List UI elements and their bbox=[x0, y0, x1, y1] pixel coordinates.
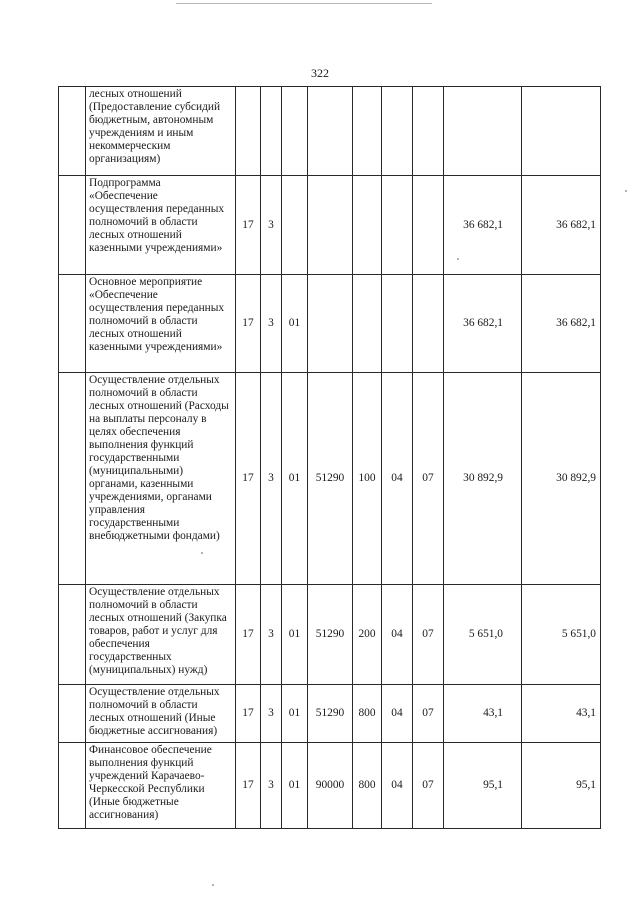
code-cell: 01 bbox=[282, 585, 308, 685]
row-number-cell bbox=[59, 685, 86, 743]
table-row bbox=[59, 176, 601, 275]
code-cell bbox=[282, 87, 308, 176]
code-cell: 3 bbox=[261, 685, 282, 743]
code-cell: 04 bbox=[382, 373, 413, 585]
code-cell: 17 bbox=[236, 685, 261, 743]
code-cell: 17 bbox=[236, 176, 261, 275]
amount-cell: 5 651,0 bbox=[444, 585, 522, 685]
code-cell: 07 bbox=[413, 685, 444, 743]
code-cell: 17 bbox=[236, 275, 261, 373]
amount-cell: 43,1 bbox=[522, 685, 601, 743]
code-cell: 51290 bbox=[308, 373, 353, 585]
amount-cell: 95,1 bbox=[444, 743, 522, 829]
code-cell: 04 bbox=[382, 743, 413, 829]
code-cell bbox=[413, 87, 444, 176]
code-cell bbox=[282, 176, 308, 275]
code-cell: 01 bbox=[282, 275, 308, 373]
code-cell: 07 bbox=[413, 585, 444, 685]
scan-speck bbox=[457, 258, 459, 260]
code-cell: 51290 bbox=[308, 685, 353, 743]
row-number-cell bbox=[59, 743, 86, 829]
scan-speck bbox=[201, 552, 203, 554]
code-cell bbox=[236, 87, 261, 176]
table-row bbox=[59, 87, 601, 176]
description-cell: Подпрограмма «Обеспечение осуществления переданных полномочий в области лесных отношений казенными учреждениями» bbox=[86, 176, 236, 275]
amount-cell: 5 651,0 bbox=[522, 585, 601, 685]
code-cell: 3 bbox=[261, 743, 282, 829]
code-cell bbox=[413, 176, 444, 275]
code-cell bbox=[413, 275, 444, 373]
code-cell: 04 bbox=[382, 685, 413, 743]
code-cell bbox=[353, 176, 382, 275]
top-rule bbox=[176, 3, 432, 4]
amount-cell: 95,1 bbox=[522, 743, 601, 829]
scan-speck bbox=[625, 190, 627, 192]
amount-cell bbox=[444, 87, 522, 176]
code-cell: 17 bbox=[236, 585, 261, 685]
table-row bbox=[59, 373, 601, 585]
code-cell bbox=[382, 275, 413, 373]
code-cell: 100 bbox=[353, 373, 382, 585]
amount-cell: 30 892,9 bbox=[444, 373, 522, 585]
code-cell bbox=[382, 176, 413, 275]
amount-cell bbox=[522, 87, 601, 176]
code-cell: 07 bbox=[413, 373, 444, 585]
description-cell: Осуществление отдельных полномочий в области лесных отношений (Закупка товаров, работ и услуг для обеспечения государственных (муниципальных) нужд) bbox=[86, 585, 236, 685]
row-number-cell bbox=[59, 373, 86, 585]
code-cell: 07 bbox=[413, 743, 444, 829]
code-cell: 800 bbox=[353, 685, 382, 743]
table-row bbox=[59, 743, 601, 829]
code-cell bbox=[353, 275, 382, 373]
row-number-cell bbox=[59, 275, 86, 373]
row-number-cell bbox=[59, 585, 86, 685]
code-cell bbox=[353, 87, 382, 176]
scan-speck bbox=[212, 884, 214, 886]
description-cell: лесных отношений (Предоставление субсидий бюджетным, автономным учреждениям и иным некоммерческим организациям) bbox=[86, 87, 236, 176]
code-cell bbox=[261, 87, 282, 176]
code-cell: 01 bbox=[282, 743, 308, 829]
budget-table bbox=[58, 86, 601, 829]
amount-cell: 30 892,9 bbox=[522, 373, 601, 585]
code-cell: 51290 bbox=[308, 585, 353, 685]
code-cell: 800 bbox=[353, 743, 382, 829]
code-cell: 04 bbox=[382, 585, 413, 685]
description-cell: Финансовое обеспечение выполнения функций учреждений Карачаево-Черкесской Республики (Иные бюджетные ассигнования) bbox=[86, 743, 236, 829]
code-cell: 3 bbox=[261, 373, 282, 585]
code-cell: 3 bbox=[261, 275, 282, 373]
code-cell: 01 bbox=[282, 373, 308, 585]
code-cell: 3 bbox=[261, 176, 282, 275]
table-row bbox=[59, 275, 601, 373]
amount-cell: 36 682,1 bbox=[444, 176, 522, 275]
code-cell bbox=[308, 87, 353, 176]
code-cell bbox=[308, 176, 353, 275]
code-cell bbox=[308, 275, 353, 373]
row-number-cell bbox=[59, 87, 86, 176]
code-cell: 17 bbox=[236, 743, 261, 829]
code-cell: 200 bbox=[353, 585, 382, 685]
table-row bbox=[59, 685, 601, 743]
table-row bbox=[59, 585, 601, 685]
description-cell: Осуществление отдельных полномочий в области лесных отношений (Расходы на выплаты персоналу в целях обеспечения выполнения функций государственными (муниципальными) органами, казенными учреждениями, органами управления государственными внебюджетными фондами) bbox=[86, 373, 236, 585]
page-number: 322 bbox=[311, 66, 329, 80]
amount-cell: 36 682,1 bbox=[444, 275, 522, 373]
description-cell: Осуществление отдельных полномочий в области лесных отношений (Иные бюджетные ассигнования) bbox=[86, 685, 236, 743]
amount-cell: 36 682,1 bbox=[522, 176, 601, 275]
description-cell: Основное мероприятие «Обеспечение осуществления переданных полномочий в области лесных отношений казенными учреждениями» bbox=[86, 275, 236, 373]
code-cell: 01 bbox=[282, 685, 308, 743]
code-cell: 3 bbox=[261, 585, 282, 685]
amount-cell: 36 682,1 bbox=[522, 275, 601, 373]
row-number-cell bbox=[59, 176, 86, 275]
code-cell: 17 bbox=[236, 373, 261, 585]
amount-cell: 43,1 bbox=[444, 685, 522, 743]
code-cell bbox=[382, 87, 413, 176]
code-cell: 90000 bbox=[308, 743, 353, 829]
